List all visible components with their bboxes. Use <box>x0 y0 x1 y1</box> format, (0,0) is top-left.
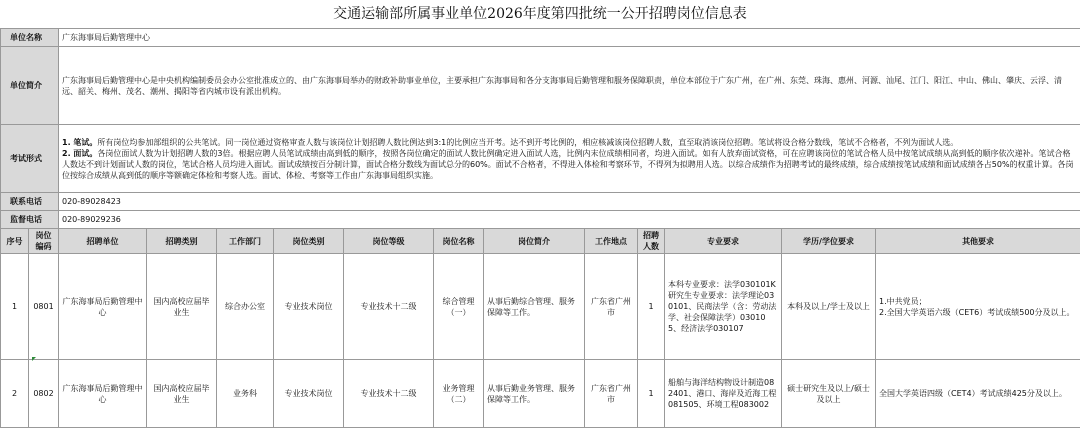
cell-post-type: 专业技术岗位 <box>274 360 344 428</box>
unit-intro-row <box>1 47 1080 125</box>
cell-post-name: 业务管理（二） <box>434 360 484 428</box>
cell-code: 0802 <box>29 360 59 428</box>
unit-name-row <box>1 29 1080 47</box>
col-header-unit: 招聘单位 <box>59 229 147 254</box>
unit-name-value: 广东海事局后勤管理中心 <box>59 29 1080 47</box>
col-header-seq: 序号 <box>1 229 29 254</box>
supervise-phone-row <box>1 211 1080 229</box>
col-header-code: 岗位编码 <box>29 229 59 254</box>
written-exam-text: 所有岗位均参加部组织的公共笔试。同一岗位通过资格审查人数与该岗位计划招聘人数比例达到3:1的比例应当开考。达不到开考比例的，相应核减该岗位招聘人数，直至取消该岗位招聘。笔试将设合格分数线，笔试不合格者，不列为面试人选。 <box>97 138 958 147</box>
cell-seq: 1 <box>1 254 29 360</box>
cell-code: 0801 <box>29 254 59 360</box>
col-header-post-name: 岗位名称 <box>434 229 484 254</box>
cell-other: 全国大学英语四级（CET4）考试成绩425分及以上。 <box>876 360 1080 428</box>
exam-form-value <box>59 125 1080 193</box>
contact-phone-value: 020-89028423 <box>59 193 1080 211</box>
written-exam-heading: 1. 笔试。 <box>62 138 97 147</box>
cell-count: 1 <box>638 360 665 428</box>
cell-location: 广东省广州市 <box>585 360 638 428</box>
cell-unit: 广东海事局后勤管理中心 <box>59 360 147 428</box>
column-header-row <box>1 229 1080 254</box>
col-header-count: 招聘人数 <box>638 229 665 254</box>
col-header-desc: 岗位简介 <box>484 229 585 254</box>
cell-major: 船舶与海洋结构物设计制造082401、港口、海岸及近海工程081505、环境工程083002 <box>665 360 782 428</box>
interview-heading: 2. 面试。 <box>62 149 97 158</box>
exam-form-row <box>1 125 1080 193</box>
table-row <box>1 360 1080 428</box>
col-header-category: 招聘类别 <box>147 229 217 254</box>
col-header-dept: 工作部门 <box>217 229 274 254</box>
interview-text: 各岗位面试人数为计划招聘人数的3倍。根据应聘人员笔试成绩由高到低的顺序，按照各岗位确定的面试人数比例确定进入面试人选，比例内末位成绩相同者，均进入面试。如有人放弃面试资格，可在应聘该岗位的笔试合格人员中按笔试成绩从高到低的顺序依次递补。笔试合格人数达不到计划面试人数的岗位，笔试合格人员均进入面试。面试成绩按百分制计算，面试合格分数线为面试总分的60%。面试不合格者，不得进入体检和考察环节，不得列为拟聘用人选。以综合成绩作为招聘考试的最终成绩，综合成绩按笔试成绩和面试成绩各占50%的权重计算。各岗位按综合成绩从高到低的顺序等额确定体检和考察人选。面试、体检、考察等工作由广东海事局组织实施。 <box>62 149 1074 180</box>
cell-desc: 从事后勤综合管理、服务保障等工作。 <box>484 254 585 360</box>
cell-category: 国内高校应届毕业生 <box>147 254 217 360</box>
col-header-degree: 学历/学位要求 <box>782 229 876 254</box>
col-header-major: 专业要求 <box>665 229 782 254</box>
unit-intro-label: 单位简介 <box>1 47 59 125</box>
supervise-phone-value: 020-89029236 <box>59 211 1080 229</box>
cell-unit: 广东海事局后勤管理中心 <box>59 254 147 360</box>
cell-category: 国内高校应届毕业生 <box>147 360 217 428</box>
col-header-location: 工作地点 <box>585 229 638 254</box>
col-header-post-type: 岗位类别 <box>274 229 344 254</box>
cell-location: 广东省广州市 <box>585 254 638 360</box>
cell-dept: 综合办公室 <box>217 254 274 360</box>
unit-intro-value: 广东海事局后勤管理中心是中央机构编制委员会办公室批准成立的、由广东海事局举办的财政补助事业单位，主要承担广东海事局和各分支海事局后勤管理和服务保障职责，单位本部位于广东广州，在广州、东莞、珠海、惠州、河源、汕尾、江门、阳江、中山、佛山、肇庆、云浮、清远、韶关、梅州、茂名、潮州、揭阳等省内城市设有派出机构。 <box>59 47 1080 125</box>
cell-comment-marker <box>32 357 36 361</box>
page-title: 交通运输部所属事业单位2026年度第四批统一公开招聘岗位信息表 <box>0 0 1080 29</box>
col-header-other: 其他要求 <box>876 229 1080 254</box>
cell-post-type: 专业技术岗位 <box>274 254 344 360</box>
cell-dept: 业务科 <box>217 360 274 428</box>
cell-seq: 2 <box>1 360 29 428</box>
table-row <box>1 254 1080 360</box>
col-header-level: 岗位等级 <box>344 229 434 254</box>
unit-name-label: 单位名称 <box>1 29 59 47</box>
cell-degree: 硕士研究生及以上/硕士及以上 <box>782 360 876 428</box>
cell-count: 1 <box>638 254 665 360</box>
supervise-phone-label: 监督电话 <box>1 211 59 229</box>
exam-form-label: 考试形式 <box>1 125 59 193</box>
cell-level: 专业技术十二级 <box>344 254 434 360</box>
contact-phone-label: 联系电话 <box>1 193 59 211</box>
cell-major: 本科专业要求：法学030101K 研究生专业要求：法学理论030101、民商法学（含：劳动法学、社会保障法学）030105、经济法学030107 <box>665 254 782 360</box>
cell-other: 1.中共党员； 2.全国大学英语六级（CET6）考试成绩500分及以上。 <box>876 254 1080 360</box>
cell-degree: 本科及以上/学士及以上 <box>782 254 876 360</box>
cell-desc: 从事后勤业务管理、服务保障等工作。 <box>484 360 585 428</box>
cell-level: 专业技术十二级 <box>344 360 434 428</box>
contact-phone-row <box>1 193 1080 211</box>
recruitment-table <box>0 28 1080 428</box>
cell-post-name: 综合管理（一） <box>434 254 484 360</box>
